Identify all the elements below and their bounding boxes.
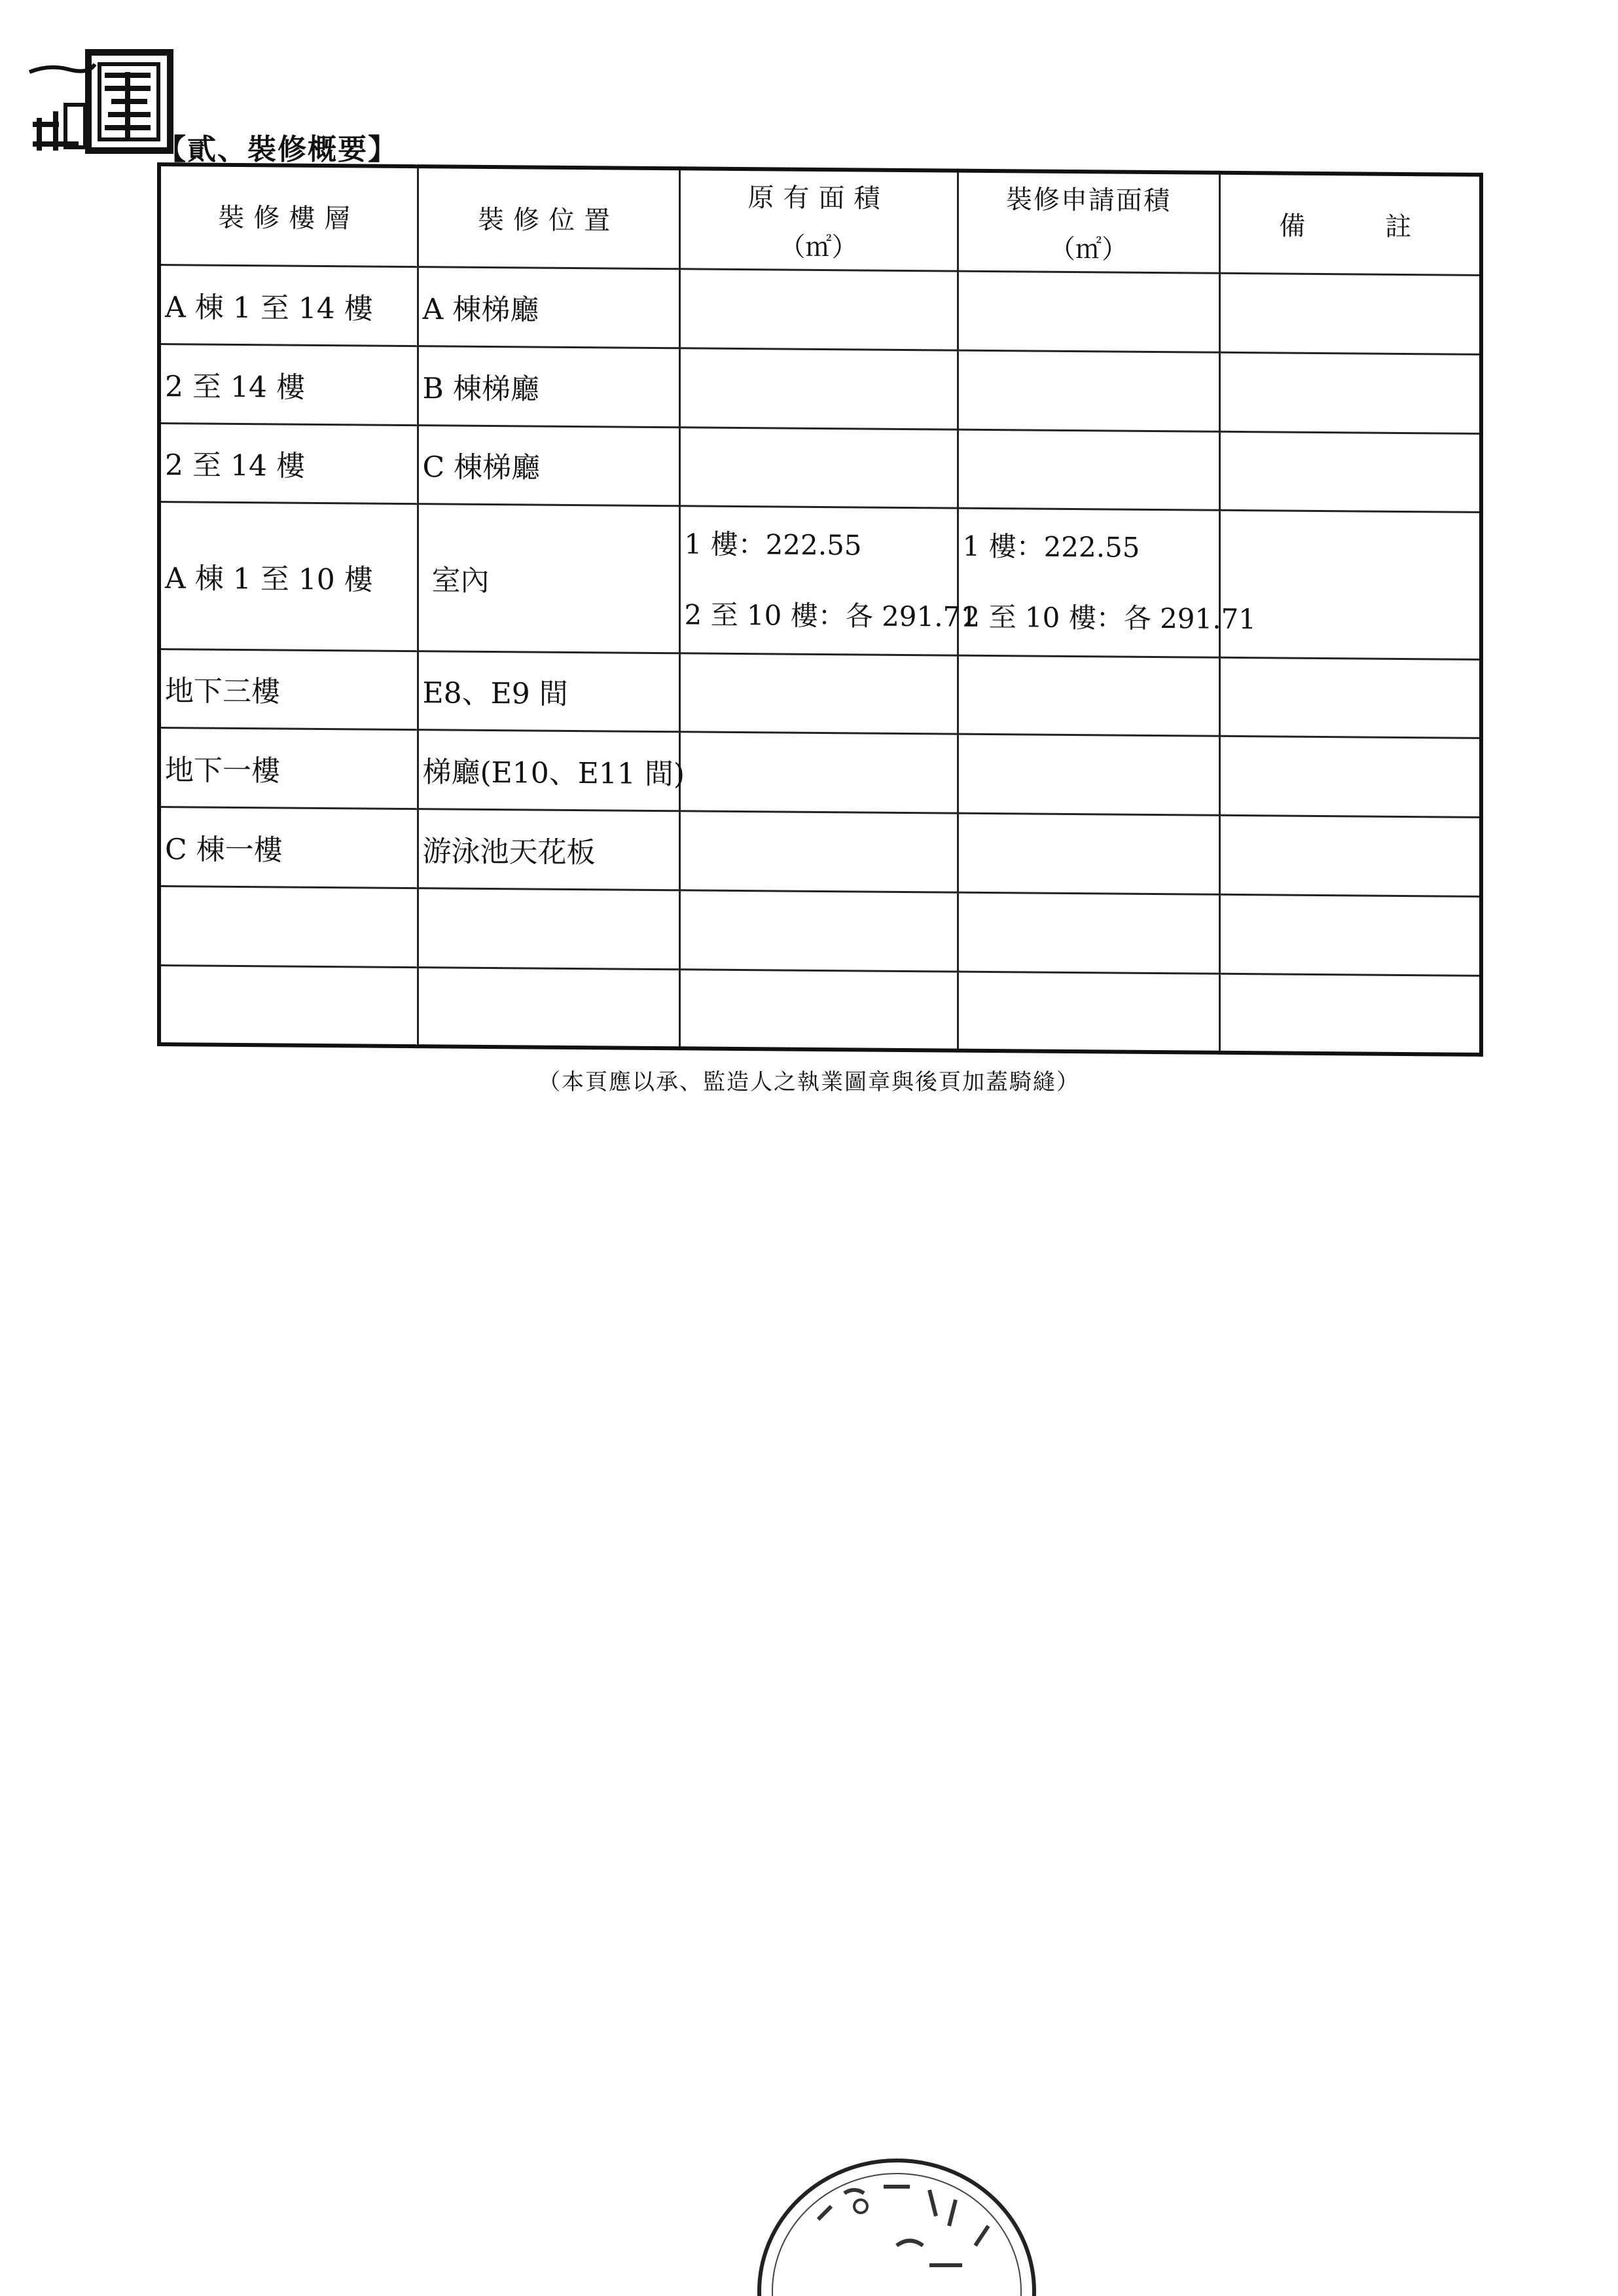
cell-applied-area — [958, 655, 1219, 737]
header-location: 裝修位置 — [418, 166, 679, 269]
cell-applied-area — [958, 813, 1219, 894]
cell-original-area — [679, 506, 979, 655]
cell-applied-area — [958, 734, 1219, 815]
cell-floor: C 棟一樓 — [159, 807, 418, 888]
seal-stamp-top — [26, 46, 177, 160]
table-row — [159, 344, 1481, 433]
table-row — [159, 886, 1481, 975]
cell-original-area-line: 2 至 10 樓：各 291.71 — [684, 598, 979, 633]
table-row — [159, 728, 1481, 818]
cell-applied-area — [958, 892, 1219, 974]
cell-original-area — [679, 269, 958, 350]
cell-floor: 地下一樓 — [159, 728, 418, 809]
header-applied-area — [958, 171, 1219, 274]
cell-remarks — [1219, 511, 1481, 659]
table-row — [159, 502, 1481, 659]
cell-location: 游泳池天花板 — [418, 809, 679, 890]
section-title: 【貳、裝修概要】 — [157, 133, 398, 166]
cell-original-area — [679, 969, 958, 1050]
cell-remarks — [1219, 737, 1481, 818]
cell-floor — [159, 886, 418, 967]
cell-original-area — [679, 427, 958, 508]
cell-applied-area — [958, 350, 1219, 431]
header-applied-area-unit: （㎡） — [1049, 234, 1128, 265]
table-row — [159, 265, 1481, 355]
header-floor: 裝修樓層 — [159, 164, 418, 267]
cell-remarks — [1219, 273, 1481, 354]
cell-original-area — [679, 653, 958, 734]
cell-remarks — [1219, 657, 1481, 738]
cell-remarks — [1219, 431, 1481, 513]
cell-applied-area-line: 1 樓：222.55 — [962, 530, 1140, 564]
cell-floor: 地下三樓 — [159, 649, 418, 730]
footnote: （本頁應以承、監造人之執業圖章與後頁加蓋騎縫） — [538, 1069, 1080, 1095]
cell-original-area — [679, 732, 958, 813]
table-row — [159, 807, 1481, 897]
cell-floor: 2 至 14 樓 — [159, 423, 418, 504]
cell-remarks — [1219, 894, 1481, 975]
cell-location — [418, 888, 679, 970]
header-original-area-unit: （㎡） — [779, 231, 858, 263]
cell-original-area — [679, 890, 958, 972]
cell-original-area-line: 1 樓：222.55 — [684, 528, 862, 562]
cell-original-area — [679, 811, 958, 892]
cell-location — [418, 967, 679, 1048]
cell-location: A 棟梯廳 — [418, 267, 679, 348]
seal-stamp-bottom — [746, 2141, 1087, 2296]
renovation-summary-table — [157, 162, 1479, 1057]
table-row — [159, 649, 1481, 738]
cell-location: B 棟梯廳 — [418, 346, 679, 427]
header-original-area-label: 原有面積 — [747, 182, 890, 214]
cell-location: E8、E9 間 — [418, 651, 679, 732]
cell-remarks — [1219, 352, 1481, 433]
header-original-area — [679, 168, 958, 271]
cell-location: 室內 — [418, 504, 679, 653]
cell-applied-area — [958, 429, 1219, 511]
cell-floor: 2 至 14 樓 — [159, 344, 418, 425]
cell-remarks — [1219, 815, 1481, 896]
cell-remarks — [1219, 974, 1481, 1055]
cell-applied-area — [958, 271, 1219, 352]
cell-location: 梯廳(E10、E11 間) — [418, 730, 679, 811]
table-header-row — [159, 164, 1481, 275]
cell-applied-area — [958, 508, 1257, 657]
header-applied-area-label: 裝修申請面積 — [1006, 184, 1171, 216]
cell-floor — [159, 965, 418, 1046]
cell-applied-area-line: 2 至 10 樓：各 291.71 — [962, 600, 1257, 636]
cell-floor: A 棟 1 至 14 樓 — [159, 265, 418, 346]
cell-location: C 棟梯廳 — [418, 425, 679, 506]
cell-original-area — [679, 348, 958, 429]
header-remarks: 備 註 — [1219, 173, 1481, 276]
cell-floor: A 棟 1 至 10 樓 — [159, 502, 418, 651]
cell-applied-area — [958, 972, 1219, 1053]
table-row — [159, 423, 1481, 513]
table-row — [159, 965, 1481, 1055]
